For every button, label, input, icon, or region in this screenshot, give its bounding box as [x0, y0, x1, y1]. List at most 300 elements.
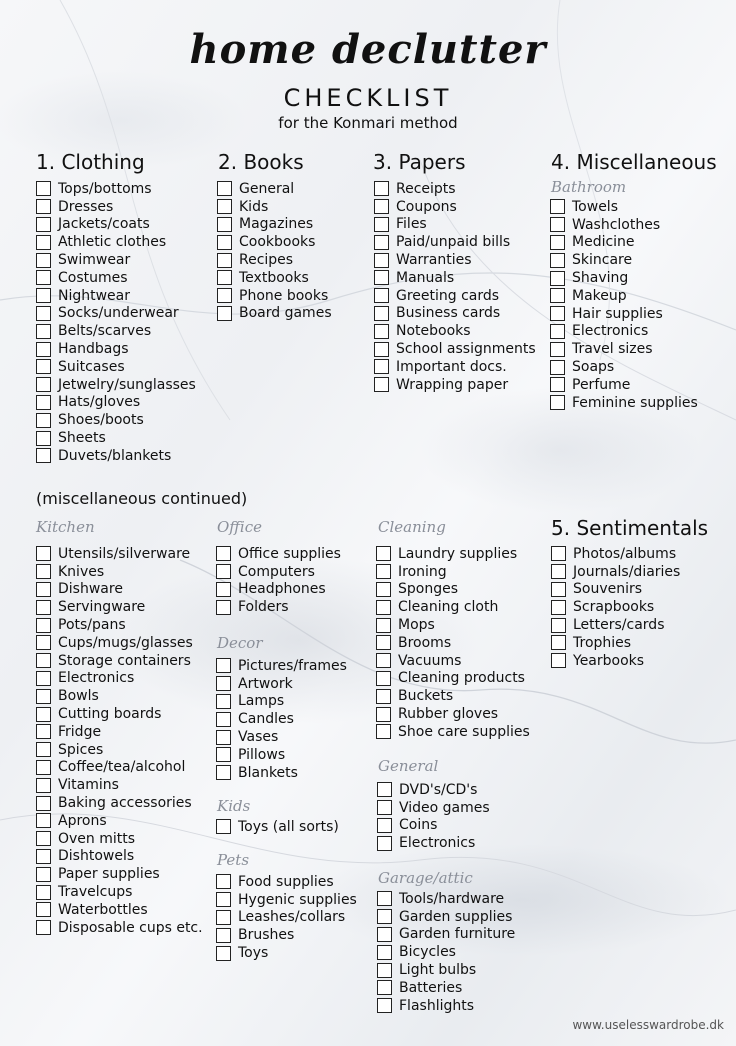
checkbox[interactable] [217, 181, 232, 196]
checklist-item[interactable] [376, 598, 530, 616]
checklist-item[interactable] [377, 834, 490, 852]
title-subtitle: for the Konmari method [278, 114, 458, 132]
checkbox[interactable] [216, 765, 231, 780]
checkbox[interactable] [376, 724, 391, 739]
checklist-item-label: Coupons [396, 198, 457, 215]
checklist-item[interactable] [36, 883, 203, 901]
checkbox[interactable] [377, 818, 392, 833]
checklist-item[interactable] [216, 675, 347, 693]
checklist-item[interactable] [550, 234, 698, 252]
checklist-item-label: Garden supplies [399, 908, 513, 925]
list-books [217, 180, 332, 322]
checklist-item[interactable] [550, 305, 698, 323]
checklist-item[interactable] [376, 723, 530, 741]
checklist-item[interactable] [36, 394, 196, 412]
checklist-item[interactable] [36, 233, 196, 251]
checklist-item[interactable] [36, 812, 203, 830]
checklist-item[interactable] [376, 687, 530, 705]
checkbox[interactable] [36, 885, 51, 900]
checkbox[interactable] [374, 288, 389, 303]
checkbox[interactable] [551, 582, 566, 597]
checklist-item-label: Shoes/boots [58, 412, 144, 429]
checklist-item-label: Lamps [238, 693, 285, 710]
checkbox[interactable] [216, 819, 231, 834]
checklist-item[interactable] [36, 340, 196, 358]
list-bathroom [550, 198, 698, 412]
checklist-item[interactable] [550, 358, 698, 376]
checkbox[interactable] [217, 235, 232, 250]
checkbox[interactable] [217, 199, 232, 214]
checkbox[interactable] [550, 306, 565, 321]
checklist-item[interactable] [551, 545, 680, 563]
checklist-item-label: Swimwear [58, 252, 131, 269]
checklist-item-label: Artwork [238, 675, 293, 692]
checkbox[interactable] [376, 635, 391, 650]
checkbox[interactable] [36, 920, 51, 935]
checkbox[interactable] [36, 796, 51, 811]
checklist-item[interactable] [374, 233, 536, 251]
checkbox[interactable] [36, 253, 51, 268]
checklist-item-label: Socks/underwear [58, 305, 179, 322]
checklist-item[interactable] [374, 269, 536, 287]
checklist-item[interactable] [36, 759, 203, 777]
checklist-item[interactable] [36, 545, 203, 563]
checklist-item[interactable] [36, 581, 203, 599]
checklist-item-label: Mops [398, 617, 435, 634]
subheading-cleaning: Cleaning [378, 518, 446, 536]
checkbox[interactable] [550, 395, 565, 410]
checklist-item[interactable] [376, 545, 530, 563]
checklist-item-label: Trophies [573, 634, 632, 651]
checklist-item-label: Office supplies [238, 545, 341, 562]
checklist-item[interactable] [377, 817, 490, 835]
checklist-item[interactable] [36, 865, 203, 883]
checkbox[interactable] [551, 618, 566, 633]
subheading-pets: Pets [217, 851, 250, 869]
checklist-item[interactable] [216, 598, 341, 616]
list-papers [374, 180, 536, 394]
checkbox[interactable] [551, 564, 566, 579]
checkbox[interactable] [216, 712, 231, 727]
list-clothing [36, 180, 196, 465]
checklist-item[interactable] [377, 961, 515, 979]
checkbox[interactable] [36, 653, 51, 668]
checkbox[interactable] [377, 963, 392, 978]
checklist-item-label: Knives [58, 563, 105, 580]
checklist-item-label: Cleaning products [398, 670, 525, 687]
checklist-item[interactable] [376, 634, 530, 652]
checklist-item[interactable] [374, 358, 536, 376]
checklist-item[interactable] [216, 728, 347, 746]
checklist-item[interactable] [36, 411, 196, 429]
checkbox[interactable] [216, 730, 231, 745]
checklist-item[interactable] [36, 358, 196, 376]
checklist-item[interactable] [374, 180, 536, 198]
checklist-item[interactable] [36, 598, 203, 616]
checkbox[interactable] [36, 448, 51, 463]
checklist-item-label: Aprons [58, 812, 107, 829]
checklist-item[interactable] [217, 269, 332, 287]
checkbox[interactable] [550, 199, 565, 214]
checklist-item-label: Dishware [58, 581, 123, 598]
checkbox[interactable] [36, 600, 51, 615]
checkbox[interactable] [36, 359, 51, 374]
checklist-item[interactable] [216, 764, 347, 782]
list-kids [216, 818, 339, 836]
checklist-item-label: Baking accessories [58, 795, 192, 812]
checkbox[interactable] [36, 831, 51, 846]
checklist-item[interactable] [551, 598, 680, 616]
checkbox[interactable] [36, 582, 51, 597]
checkbox[interactable] [217, 288, 232, 303]
checkbox[interactable] [216, 582, 231, 597]
checklist-item-label: Servingware [58, 599, 146, 616]
checkbox[interactable] [376, 671, 391, 686]
checkbox[interactable] [36, 199, 51, 214]
checklist-item[interactable] [36, 687, 203, 705]
checklist-item-label: Ironing [398, 563, 447, 580]
checkbox[interactable] [36, 395, 51, 410]
checklist-item[interactable] [36, 741, 203, 759]
checklist-item[interactable] [36, 287, 196, 305]
checklist-item[interactable] [376, 616, 530, 634]
checklist-item[interactable] [216, 563, 341, 581]
checklist-item-label: Travel sizes [572, 341, 653, 358]
list-garage [377, 890, 515, 1015]
checklist-item[interactable] [36, 794, 203, 812]
checklist-item-label: Soaps [572, 359, 615, 376]
checklist-item-label: Cookbooks [239, 234, 316, 251]
checkbox[interactable] [216, 946, 231, 961]
checkbox[interactable] [376, 618, 391, 633]
checkbox[interactable] [36, 635, 51, 650]
checkbox[interactable] [216, 874, 231, 889]
checkbox[interactable] [374, 181, 389, 196]
checklist-item[interactable] [216, 891, 357, 909]
checklist-item[interactable] [216, 545, 341, 563]
checkbox[interactable] [376, 564, 391, 579]
checklist-item[interactable] [216, 693, 347, 711]
checkbox[interactable] [36, 849, 51, 864]
checklist-item-label: Greeting cards [396, 287, 500, 304]
checkbox[interactable] [36, 564, 51, 579]
checklist-item[interactable] [551, 634, 680, 652]
checklist-item[interactable] [36, 180, 196, 198]
checklist-item[interactable] [36, 776, 203, 794]
checklist-item[interactable] [374, 251, 536, 269]
checklist-item-label: Letters/cards [573, 617, 665, 634]
checklist-item[interactable] [36, 447, 196, 465]
checkbox[interactable] [550, 288, 565, 303]
checkbox[interactable] [376, 653, 391, 668]
checkbox[interactable] [374, 324, 389, 339]
checklist-item-label: Disposable cups etc. [58, 919, 203, 936]
checkbox[interactable] [376, 546, 391, 561]
checklist-item-label: Photos/albums [573, 545, 677, 562]
checkbox[interactable] [376, 582, 391, 597]
checklist-item[interactable] [376, 563, 530, 581]
checkbox[interactable] [551, 546, 566, 561]
checkbox[interactable] [36, 181, 51, 196]
checklist-item[interactable] [550, 251, 698, 269]
checklist-item[interactable] [377, 926, 515, 944]
checkbox[interactable] [377, 800, 392, 815]
checklist-item-label: Scrapbooks [573, 599, 655, 616]
checklist-item-label: Perfume [572, 376, 631, 393]
checklist-item[interactable] [374, 305, 536, 323]
checkbox[interactable] [550, 324, 565, 339]
checklist-item[interactable] [550, 216, 698, 234]
checkbox[interactable] [217, 306, 232, 321]
checkbox[interactable] [551, 635, 566, 650]
checklist-item[interactable] [550, 340, 698, 358]
checklist-item[interactable] [377, 890, 515, 908]
checklist-item[interactable] [550, 323, 698, 341]
checklist-item[interactable] [36, 251, 196, 269]
checkbox[interactable] [216, 658, 231, 673]
checklist-item-label: Coffee/tea/alcohol [58, 759, 186, 776]
checklist-item[interactable] [36, 376, 196, 394]
checkbox[interactable] [217, 217, 232, 232]
checklist-item-label: Recipes [239, 252, 294, 269]
checklist-item[interactable] [217, 216, 332, 234]
checklist-item-label: Laundry supplies [398, 545, 518, 562]
checklist-item[interactable] [374, 340, 536, 358]
checklist-item[interactable] [551, 616, 680, 634]
checklist-item[interactable] [216, 944, 357, 962]
checklist-item[interactable] [376, 581, 530, 599]
checklist-item[interactable] [217, 305, 332, 323]
checkbox[interactable] [374, 235, 389, 250]
checklist-item[interactable] [36, 563, 203, 581]
checklist-item-label: Suitcases [58, 358, 125, 375]
checklist-item[interactable] [216, 581, 341, 599]
checklist-item[interactable] [36, 830, 203, 848]
checklist-item[interactable] [216, 873, 357, 891]
title-script: home declutter [189, 26, 547, 73]
checklist-item-label: Sheets [58, 430, 106, 447]
checkbox[interactable] [36, 270, 51, 285]
checklist-item-label: Utensils/silverware [58, 545, 191, 562]
checklist-item-label: Rubber gloves [398, 706, 499, 723]
list-pets [216, 873, 357, 962]
checklist-item[interactable] [36, 634, 203, 652]
checklist-item[interactable] [217, 233, 332, 251]
checklist-item[interactable] [377, 908, 515, 926]
checkbox[interactable] [36, 724, 51, 739]
checklist-item[interactable] [36, 322, 196, 340]
checkbox[interactable] [550, 360, 565, 375]
checkbox[interactable] [551, 600, 566, 615]
checkbox[interactable] [377, 945, 392, 960]
checkbox[interactable] [216, 564, 231, 579]
checkbox[interactable] [216, 892, 231, 907]
checkbox[interactable] [36, 778, 51, 793]
checklist-item[interactable] [377, 799, 490, 817]
checklist-item-label: Hygenic supplies [238, 891, 357, 908]
checkbox[interactable] [377, 891, 392, 906]
checkbox[interactable] [36, 413, 51, 428]
checkbox[interactable] [216, 600, 231, 615]
checkbox[interactable] [377, 782, 392, 797]
checkbox[interactable] [216, 928, 231, 943]
checkbox[interactable] [36, 288, 51, 303]
checklist-item-label: Athletic clothes [58, 234, 167, 251]
subheading-bathroom: Bathroom [551, 178, 627, 196]
checkbox[interactable] [36, 902, 51, 917]
checkbox[interactable] [36, 742, 51, 757]
checklist-item[interactable] [36, 305, 196, 323]
checklist-item[interactable] [374, 287, 536, 305]
checklist-item-label: Board games [239, 305, 332, 322]
checklist-item[interactable] [216, 926, 357, 944]
checklist-item[interactable] [216, 909, 357, 927]
checkbox[interactable] [377, 998, 392, 1013]
checklist-item[interactable] [36, 919, 203, 937]
checklist-item-label: Brooms [398, 634, 452, 651]
checklist-item[interactable] [377, 781, 490, 799]
checkbox[interactable] [217, 270, 232, 285]
checklist-item[interactable] [36, 216, 196, 234]
checklist-item[interactable] [551, 652, 680, 670]
checkbox[interactable] [216, 676, 231, 691]
checkbox[interactable] [36, 689, 51, 704]
checklist-item[interactable] [550, 287, 698, 305]
checklist-item[interactable] [36, 429, 196, 447]
checkbox[interactable] [36, 671, 51, 686]
checklist-item[interactable] [551, 563, 680, 581]
checklist-item[interactable] [376, 670, 530, 688]
checkbox[interactable] [36, 342, 51, 357]
checkbox[interactable] [36, 618, 51, 633]
checklist-item-label: Phone books [239, 287, 329, 304]
heading-sentimentals: 5. Sentimentals [551, 516, 709, 540]
checklist-item[interactable] [216, 746, 347, 764]
checkbox[interactable] [36, 867, 51, 882]
checkbox[interactable] [374, 253, 389, 268]
checkbox[interactable] [36, 235, 51, 250]
checklist-item[interactable] [36, 705, 203, 723]
checklist-item[interactable] [36, 616, 203, 634]
checkbox[interactable] [36, 707, 51, 722]
checklist-item[interactable] [36, 901, 203, 919]
checklist-item[interactable] [36, 670, 203, 688]
checklist-item[interactable] [36, 269, 196, 287]
checklist-item[interactable] [36, 198, 196, 216]
checklist-item[interactable] [374, 198, 536, 216]
checkbox[interactable] [374, 359, 389, 374]
checklist-item[interactable] [374, 376, 536, 394]
title-checklist: CHECKLIST [283, 84, 453, 112]
checklist-item[interactable] [550, 376, 698, 394]
checklist-item[interactable] [550, 198, 698, 216]
checklist-item-label: Food supplies [238, 873, 334, 890]
checklist-item[interactable] [374, 216, 536, 234]
checklist-item[interactable] [376, 705, 530, 723]
checklist-item[interactable] [217, 251, 332, 269]
checkbox[interactable] [36, 306, 51, 321]
checklist-item[interactable] [374, 322, 536, 340]
checkbox[interactable] [374, 377, 389, 392]
checklist-item[interactable] [376, 652, 530, 670]
checklist-item-label: Storage containers [58, 652, 191, 669]
checklist-item-label: Vitamins [58, 777, 119, 794]
checklist-item-label: Kids [239, 198, 269, 215]
checklist-item[interactable] [216, 710, 347, 728]
checklist-item-label: Jackets/coats [58, 216, 150, 233]
checkbox[interactable] [374, 217, 389, 232]
checkbox[interactable] [36, 377, 51, 392]
checklist-item-label: Oven mitts [58, 830, 136, 847]
checklist-item[interactable] [216, 657, 347, 675]
checklist-item[interactable] [217, 287, 332, 305]
checkbox[interactable] [36, 324, 51, 339]
checkbox[interactable] [36, 431, 51, 446]
checklist-item[interactable] [36, 723, 203, 741]
checklist-item[interactable] [217, 198, 332, 216]
checkbox[interactable] [376, 707, 391, 722]
checklist-item-label: Nightwear [58, 287, 131, 304]
checkbox[interactable] [551, 653, 566, 668]
checklist-item-label: Belts/scarves [58, 323, 152, 340]
checkbox[interactable] [36, 217, 51, 232]
checkbox[interactable] [550, 235, 565, 250]
checklist-item-label: Paid/unpaid bills [396, 234, 511, 251]
checkbox[interactable] [374, 199, 389, 214]
checkbox[interactable] [550, 271, 565, 286]
checkbox[interactable] [377, 927, 392, 942]
checkbox[interactable] [374, 306, 389, 321]
checkbox[interactable] [377, 836, 392, 851]
checkbox[interactable] [377, 980, 392, 995]
checkbox[interactable] [36, 546, 51, 561]
heading-clothing: 1. Clothing [36, 150, 145, 174]
checklist-item-label: Sponges [398, 581, 459, 598]
checklist-item[interactable] [377, 997, 515, 1015]
checkbox[interactable] [217, 253, 232, 268]
checklist-item[interactable] [36, 652, 203, 670]
checkbox[interactable] [216, 910, 231, 925]
checkbox[interactable] [36, 813, 51, 828]
checkbox[interactable] [376, 689, 391, 704]
checklist-item[interactable] [377, 943, 515, 961]
checkbox[interactable] [550, 253, 565, 268]
checkbox[interactable] [550, 377, 565, 392]
heading-books: 2. Books [218, 150, 304, 174]
checklist-item[interactable] [550, 394, 698, 412]
checklist-item[interactable] [550, 269, 698, 287]
checkbox[interactable] [216, 546, 231, 561]
checklist-item-label: Bowls [58, 688, 99, 705]
checkbox[interactable] [216, 694, 231, 709]
checklist-item[interactable] [551, 581, 680, 599]
checkbox[interactable] [550, 342, 565, 357]
checkbox[interactable] [216, 747, 231, 762]
checklist-item-label: Costumes [58, 269, 128, 286]
checkbox[interactable] [550, 217, 565, 232]
checklist-item-label: Pictures/frames [238, 657, 347, 674]
checklist-item[interactable] [217, 180, 332, 198]
checklist-item[interactable] [377, 979, 515, 997]
checklist-item[interactable] [36, 848, 203, 866]
checklist-item[interactable] [216, 818, 339, 836]
checkbox[interactable] [376, 600, 391, 615]
checkbox[interactable] [374, 342, 389, 357]
checkbox[interactable] [36, 760, 51, 775]
checkbox[interactable] [374, 270, 389, 285]
checkbox[interactable] [377, 909, 392, 924]
subheading-office: Office [217, 518, 262, 536]
